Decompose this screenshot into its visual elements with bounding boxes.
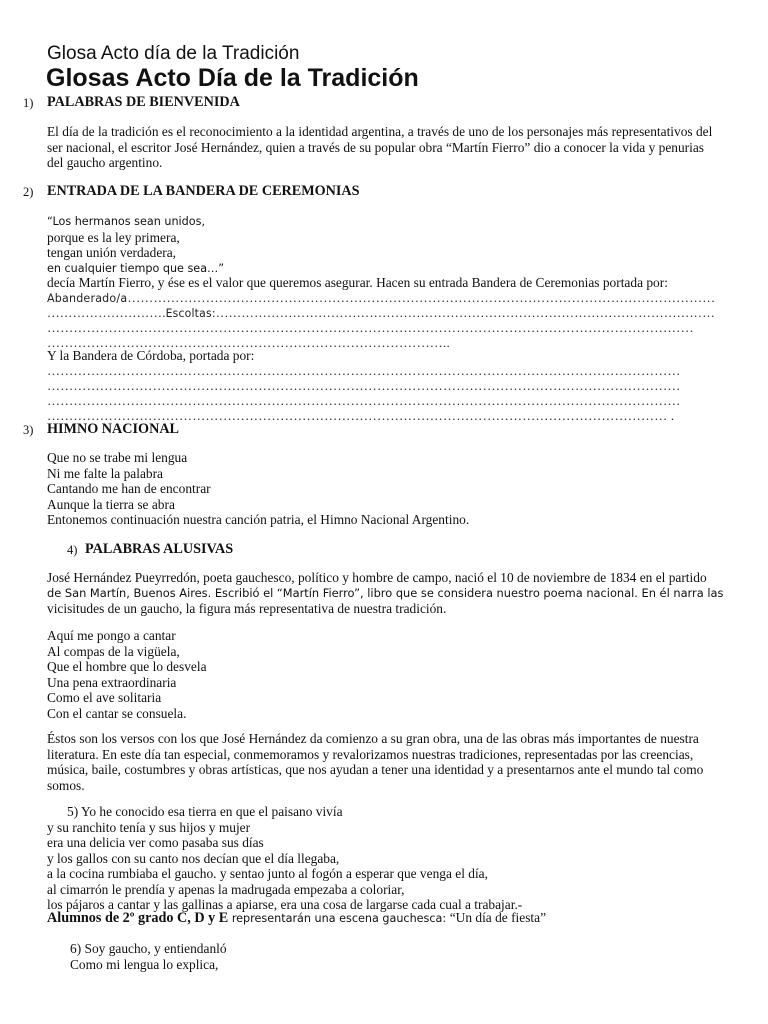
escoltas-label: Escoltas: bbox=[165, 307, 216, 320]
verse-line: al cimarrón le prendía y apenas la madrugada empezaba a coloriar, bbox=[47, 881, 405, 897]
verse-line: a la cocina rumbiaba el gaucho. y sentao junto al fogón a esperar que venga el día, bbox=[47, 866, 488, 881]
section-4-heading: PALABRAS ALUSIVAS bbox=[85, 541, 234, 557]
section-4-number: 4) bbox=[67, 543, 78, 557]
paragraph-line: José Hernández Pueyrredón, poeta gauchesco, político y hombre de campo, nació el 10 de noviembre de 1834 en el partido bbox=[47, 570, 707, 585]
fill-dots-line: …………………………………………………………………………………………………………………………… . bbox=[47, 408, 675, 423]
fill-dots-line: ……………………………………………………………………………………………………………………………… bbox=[47, 378, 681, 393]
section-2-number: 2) bbox=[23, 185, 34, 199]
fill-dots: ……………………………………………………………………………………………………………………… bbox=[127, 290, 716, 305]
alumnos-quote: “Un día de fiesta” bbox=[449, 910, 547, 925]
verse-line: 5) Yo he conocido esa tierra en que el paisano vivía bbox=[67, 804, 343, 819]
cordoba-line: Y la Bandera de Córdoba, portada por: bbox=[47, 348, 255, 363]
verse-line: Ni me falte la palabra bbox=[47, 465, 163, 481]
section-6-text bbox=[70, 941, 227, 972]
section-2-verse bbox=[47, 214, 224, 276]
fill-dots-line: ……………………………………………………………………………………………………………………………… bbox=[47, 393, 681, 408]
document-title: Glosas Acto Día de la Tradición bbox=[46, 64, 419, 92]
verse-line: 6) Soy gaucho, y entiendanló bbox=[70, 941, 227, 956]
escoltas-line bbox=[47, 305, 715, 321]
section-3-text bbox=[47, 450, 469, 528]
section-1-paragraph bbox=[47, 124, 712, 171]
paragraph-line: El día de la tradición es el reconocimiento a la identidad argentina, a través de uno de los personajes más representativos del bbox=[47, 124, 713, 139]
verse-line: Que el hombre que lo desvela bbox=[47, 659, 207, 674]
section-4-paragraph-2 bbox=[47, 731, 703, 793]
verse-line: y su ranchito tenía y sus hijos y mujer bbox=[47, 819, 251, 835]
paragraph-line: de San Martín, Buenos Aires. Escribió el “Martín Fierro”, libro que se considera nuestro poema nacional. En él narra las bbox=[47, 585, 724, 600]
section-1-heading: PALABRAS DE BIENVENIDA bbox=[47, 94, 240, 110]
abanderado-label: Abanderado/a bbox=[47, 292, 128, 305]
verse-line: porque es la ley primera, bbox=[47, 229, 180, 245]
verse-line: Cantando me han de encontrar bbox=[47, 481, 211, 496]
alumnos-line bbox=[47, 910, 546, 927]
paragraph-line: somos. bbox=[47, 777, 85, 793]
section-3-number: 3) bbox=[23, 423, 34, 437]
verse-line: tengan unión verdadera, bbox=[47, 245, 177, 260]
paragraph-line: música, baile, costumbres y obras artísticas, que nos ayudan a tener una identidad y a presentarnos ante el mundo tal como bbox=[47, 762, 704, 777]
verse-line: Como el ave solitaria bbox=[47, 690, 162, 705]
fill-dots-line: ………………………………………………………………………………………………………………………………… bbox=[47, 320, 694, 335]
section-1-number: 1) bbox=[23, 96, 34, 110]
section-4-paragraph-1 bbox=[47, 570, 723, 617]
section-2-heading: ENTRADA DE LA BANDERA DE CEREMONIAS bbox=[47, 183, 360, 199]
fill-dots-line: ……………………………………………………………………………………………………………………………… bbox=[47, 363, 681, 378]
paragraph-line: del gaucho argentino. bbox=[47, 155, 163, 170]
paragraph-line: Entonemos continuación nuestra canción patria, el Himno Nacional Argentino. bbox=[47, 512, 470, 527]
verse-line: Como mi lengua lo explica, bbox=[70, 956, 219, 972]
fill-dots: ………………………. bbox=[47, 305, 166, 320]
section-3-heading: HIMNO NACIONAL bbox=[47, 421, 180, 437]
abanderado-line bbox=[47, 290, 715, 306]
verse-line: era una delicia ver como pasaba sus días bbox=[47, 835, 264, 850]
paragraph-line: literatura. En este día tan especial, conmemoramos y revalorizamos nuestras tradiciones, representadas por las creencias, bbox=[47, 746, 694, 762]
verse-line: “Los hermanos sean unidos, bbox=[47, 215, 206, 228]
section-2-line: decía Martín Fierro, y ése es el valor que queremos asegurar. Hacen su entrada Bandera de Ceremonias portada por: bbox=[47, 275, 668, 290]
paragraph-line: Éstos son los versos con los que José Hernández da comienzo a su gran obra, una de las obras más importantes de nuestra bbox=[47, 731, 699, 746]
paragraph-line: ser nacional, el escritor José Hernández, quien a través de su popular obra “Martín Fierro” dio a conocer la vida y penurias bbox=[47, 139, 705, 155]
paragraph-line: vicisitudes de un gaucho, la figura más representativa de nuestra tradición. bbox=[47, 601, 447, 616]
verse-line: Aquí me pongo a cantar bbox=[47, 628, 176, 643]
fill-dots-line: ……………………………………………………………………………….. bbox=[47, 335, 450, 350]
verse-line: y los gallos con su canto nos decían que el día llegaba, bbox=[47, 850, 340, 866]
verse-line: Al compas de la vigüela, bbox=[47, 643, 180, 659]
alumnos-bold: Alumnos de 2º grado C, D y E bbox=[47, 910, 229, 926]
verse-line: Aunque la tierra se abra bbox=[47, 496, 175, 512]
document-title-small: Glosa Acto día de la Tradición bbox=[47, 43, 300, 64]
fill-dots: ……………………………………………………………………………………………………… bbox=[215, 305, 716, 320]
alumnos-text: representarán una escena gauchesca: bbox=[228, 912, 450, 925]
verse-line: Que no se trabe mi lengua bbox=[47, 450, 188, 465]
verse-line: Una pena extraordinaria bbox=[47, 674, 177, 690]
section-4-verse bbox=[47, 628, 207, 721]
verse-line: Con el cantar se consuela. bbox=[47, 705, 187, 721]
verse-line: en cualquier tiempo que sea…” bbox=[47, 261, 225, 275]
section-5-text bbox=[47, 804, 522, 913]
verse-line: los pájaros a cantar y las gallinas a apiarse, era una cosa de largarse cada cual a trabajar.- bbox=[47, 897, 523, 912]
